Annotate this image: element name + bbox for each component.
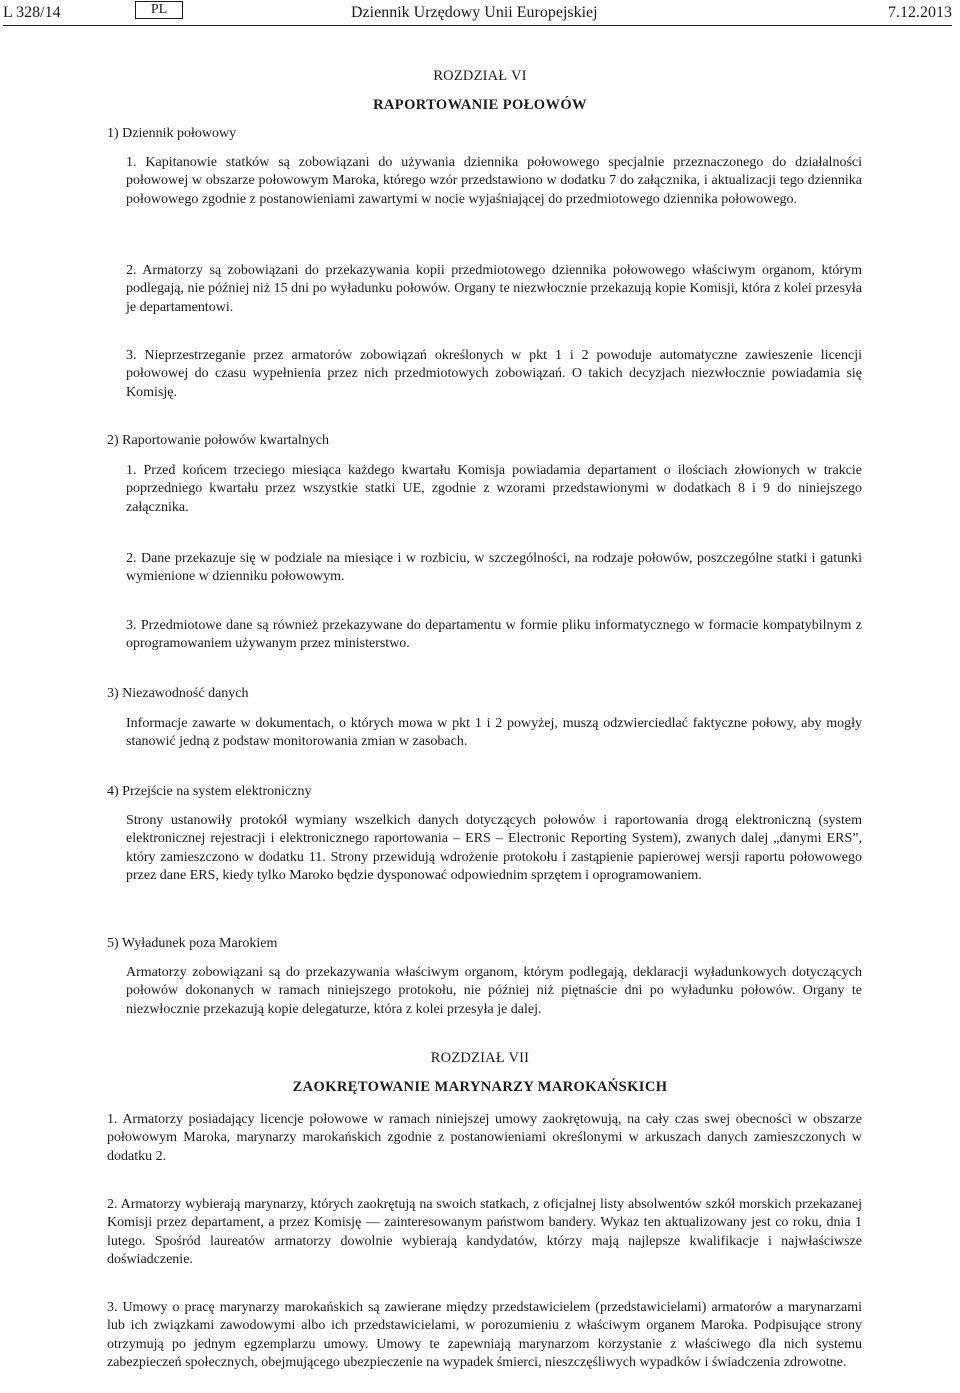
chapter-7-paragraph-3: 3. Umowy o pracę marynarzy marokańskich są zawierane między przedstawicielem (przedstawicielami) armatorów a marynarzami lub ich związkami zawodowymi albo ich przedstawicielami, w porozumieniu z właściwym organem Maroka. Podpisujące strony otrzymują po jednym egzemplarzu umowy. Umowy te zapewniają marynarzom korzystanie z właściwego dla nich systemu zabezpieczeń społecznych, obejmującego ubezpieczenie na wypadek śmierci, nieszczęśliwych wypadków i świadczenia zdrowotne. — [107, 1300, 862, 1371]
chapter-7-title: ROZDZIAŁ VII — [430, 1050, 530, 1066]
journal-title: Dziennik Urzędowy Unii Europejskiej — [351, 4, 598, 21]
chapter-6-title: ROZDZIAŁ VI — [433, 68, 527, 84]
chapter-7-subtitle: ZAOKRĘTOWANIE MARYNARZY MAROKAŃSKICH — [292, 1079, 668, 1095]
language-badge: PL — [135, 1, 183, 19]
section-4-paragraph: Strony ustanowiły protokół wymiany wszelkich danych dotyczących połowów i raportowania drogą elektroniczną (system elektronicznej rejestracji i elektronicznego raportowania – ERS – Electronic Reporting System), zwanych dalej „danymi ERS”, który zamieszczono w dodatku 11. Strony przewidują wdrożenie protokołu i zastąpienie papierowej wersji raportu połowowego przez dane ERS, kiedy tylko Maroko będzie dysponować odpowiednim sprzętem i oprogramowaniem. — [126, 813, 862, 884]
section-1-paragraph-3: 3. Nieprzestrzeganie przez armatorów zobowiązań określonych w pkt 1 i 2 powoduje automatyczne zawieszenie licencji połowowej do czasu wypełnienia przez nich przedmiotowych zobowiązań. O takich decyzjach niezwłocznie powiadamia się Komisję. — [126, 348, 862, 400]
section-4-heading: 4) Przejście na system elektroniczny — [107, 784, 312, 799]
page-header — [3, 3, 952, 26]
section-2-paragraph-1: 1. Przed końcem trzeciego miesiąca każdego kwartału Komisja powiadamia departament o ilościach złowionych w trakcie poprzedniego kwartału przez wszystkie statki UE, zgodnie z wzorami przedstawionymi w dodatkach 8 i 9 do niniejszego załącznika. — [126, 463, 862, 515]
section-1-paragraph-2: 2. Armatorzy są zobowiązani do przekazywania kopii przedmiotowego dziennika połowowego właściwym organom, którym podlegają, nie później niż 15 dni po wyładunku połowów. Organy te niezwłocznie przekazują kopie Komisji, która z kolei przesyła je departamentowi. — [126, 263, 862, 315]
section-2-paragraph-3: 3. Przedmiotowe dane są również przekazywane do departamentu w formie pliku informatycznego w formacie kompatybilnym z oprogramowaniem używanym przez ministerstwo. — [126, 618, 862, 652]
section-1-paragraph-1: 1. Kapitanowie statków są zobowiązani do używania dziennika połowowego specjalnie przeznaczonego do działalności połowowej w obszarze połowowym Maroka, którego wzór przedstawiono w dodatku 7 do załącznika, i aktualizacji tego dziennika połowowego zgodnie z postanowieniami zawartymi w nocie wyjaśniającej do przedmiotowego dziennika połowowego. — [126, 155, 862, 207]
page-reference: L 328/14 — [3, 4, 61, 21]
section-3-heading: 3) Niezawodność danych — [107, 686, 249, 701]
publication-date: 7.12.2013 — [888, 4, 952, 21]
section-3-paragraph: Informacje zawarte w dokumentach, o których mowa w pkt 1 i 2 powyżej, muszą odzwierciedlać faktyczne połowy, aby mogły stanowić jedną z podstaw monitorowania zmian w zasobach. — [126, 716, 862, 750]
section-5-heading: 5) Wyładunek poza Marokiem — [107, 936, 278, 951]
chapter-7-paragraph-2: 2. Armatorzy wybierają marynarzy, których zaokrętują na swoich statkach, z oficjalnej listy absolwentów szkół morskich przekazanej Komisji przez departament, a przez Komisję — zainteresowanym państwom bandery. Wykaz ten aktualizowany jest co roku, dnia 1 lutego. Spośród laureatów armatorzy dowolnie wybierają kandydatów, którzy mają najlepsze kwalifikacje i najwłaściwsze doświadczenie. — [107, 1197, 862, 1268]
section-2-heading: 2) Raportowanie połowów kwartalnych — [107, 433, 329, 448]
section-1-heading: 1) Dziennik połowowy — [107, 126, 237, 141]
chapter-6-subtitle: RAPORTOWANIE POŁOWÓW — [373, 97, 587, 113]
chapter-7-paragraph-1: 1. Armatorzy posiadający licencje połowowe w ramach niniejszej umowy zaokrętowują, na cały czas swej obecności w obszarze połowowym Maroka, marynarzy marokańskich zgodnie z postanowieniami określonymi w arkuszach danych zamieszczonych w dodatku 2. — [107, 1112, 862, 1164]
section-5-paragraph: Armatorzy zobowiązani są do przekazywania właściwym organom, którym podlegają, deklaracji wyładunkowych dotyczących połowów dokonanych w ramach niniejszego protokołu, nie później niż piętnaście dni po wyładunku połowów. Organy te niezwłocznie przekazują kopie delegaturze, która z kolei przesyła je dalej. — [126, 965, 862, 1017]
section-2-paragraph-2: 2. Dane przekazuje się w podziale na miesiące i w rozbiciu, w szczególności, na rodzaje połowów, poszczególne statki i gatunki wymienione w dzienniku połowowym. — [126, 551, 862, 585]
